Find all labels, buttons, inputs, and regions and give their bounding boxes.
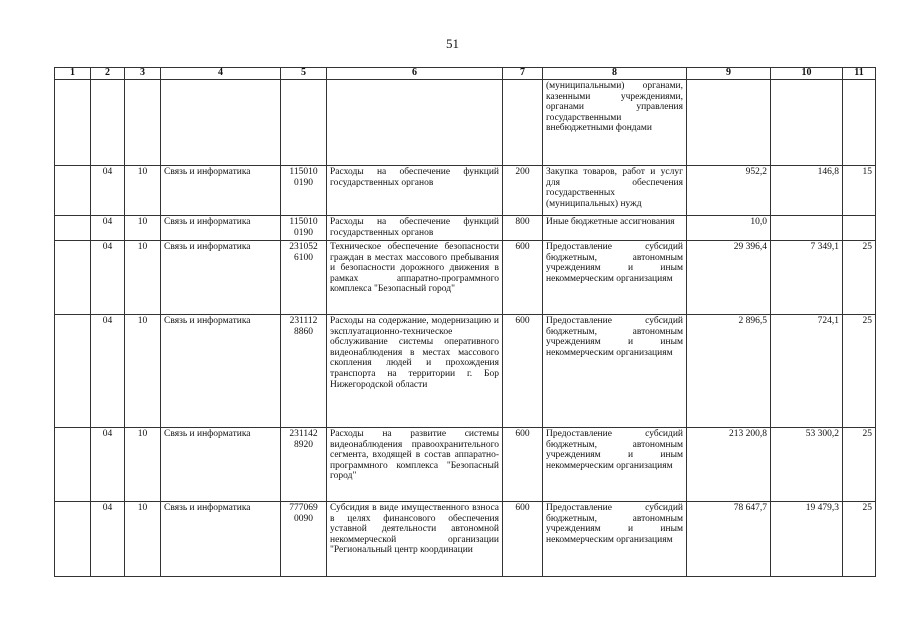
- cell-expense-type-name: Предоставление субсидий бюджетным, автономным учреждениям и иным некоммерческим организациям: [543, 241, 687, 315]
- cell-amount: 2 896,5: [687, 315, 771, 428]
- cell-expense-type-name: Предоставление субсидий бюджетным, автономным учреждениям и иным некоммерческим организациям: [543, 502, 687, 577]
- cell-target-code: [281, 80, 327, 166]
- table-row: [55, 502, 876, 577]
- table-row: [55, 80, 876, 166]
- cell-expense-type: 600: [503, 502, 543, 577]
- cell-amount: [687, 80, 771, 166]
- table-row: [55, 428, 876, 502]
- cell-subsection: 10: [125, 216, 161, 241]
- column-header: 8: [543, 68, 687, 80]
- cell-expense-type: [503, 80, 543, 166]
- cell-section-name: Связь и информатика: [161, 216, 281, 241]
- cell-expense-type: 600: [503, 241, 543, 315]
- cell-expense-type-name: Предоставление субсидий бюджетным, автономным учреждениям и иным некоммерческим организациям: [543, 315, 687, 428]
- cell-target-code: 231112 8860: [281, 315, 327, 428]
- column-header: 6: [327, 68, 503, 80]
- cell-expense-name: Расходы на развитие системы видеонаблюдения правоохранительного сегмента, входящей в состав аппаратно-программного комплекса "Безопасный город": [327, 428, 503, 502]
- column-header: 2: [91, 68, 125, 80]
- cell-amount-share: 724,1: [771, 315, 843, 428]
- cell-section: 04: [91, 428, 125, 502]
- cell-amount: 10,0: [687, 216, 771, 241]
- cell-section-name: Связь и информатика: [161, 315, 281, 428]
- table-row: [55, 216, 876, 241]
- cell-section-name: Связь и информатика: [161, 502, 281, 577]
- cell-expense-name: Расходы на содержание, модернизацию и эксплуатационно-техническое обслуживание системы оперативного видеонаблюдения в местах массового скопления людей и прохождения транспорта на территории г. Бор Нижегородской области: [327, 315, 503, 428]
- cell-col1: [55, 428, 91, 502]
- cell-section-name: Связь и информатика: [161, 166, 281, 216]
- cell-expense-type-name: Предоставление субсидий бюджетным, автономным учреждениям и иным некоммерческим организациям: [543, 428, 687, 502]
- cell-subsection: 10: [125, 428, 161, 502]
- cell-section: 04: [91, 502, 125, 577]
- column-header: 9: [687, 68, 771, 80]
- cell-percent: 25: [843, 428, 876, 502]
- cell-expense-name: Расходы на обеспечение функций государственных органов: [327, 216, 503, 241]
- cell-expense-type: 800: [503, 216, 543, 241]
- table-row: [55, 241, 876, 315]
- column-header: 11: [843, 68, 876, 80]
- cell-expense-type-name: Закупка товаров, работ и услуг для обеспечения государственных (муниципальных) нужд: [543, 166, 687, 216]
- cell-section-name: Связь и информатика: [161, 241, 281, 315]
- cell-expense-type-name: Иные бюджетные ассигнования: [543, 216, 687, 241]
- cell-subsection: 10: [125, 502, 161, 577]
- cell-section-name: [161, 80, 281, 166]
- cell-subsection: [125, 80, 161, 166]
- cell-amount-share: [771, 216, 843, 241]
- cell-amount-share: 19 479,3: [771, 502, 843, 577]
- column-header: 4: [161, 68, 281, 80]
- cell-col1: [55, 80, 91, 166]
- cell-section: [91, 80, 125, 166]
- cell-percent: 25: [843, 502, 876, 577]
- page-number: 51: [446, 36, 459, 51]
- cell-amount-share: 146,8: [771, 166, 843, 216]
- column-header: 1: [55, 68, 91, 80]
- cell-percent: [843, 80, 876, 166]
- cell-target-code: 115010 0190: [281, 166, 327, 216]
- cell-amount: 29 396,4: [687, 241, 771, 315]
- cell-percent: 15: [843, 166, 876, 216]
- cell-expense-name: Техническое обеспечение безопасности граждан в местах массового пребывания и безопасности дорожного движения в рамках аппаратно-программного комплекса "Безопасный город": [327, 241, 503, 315]
- cell-amount-share: 7 349,1: [771, 241, 843, 315]
- column-header: 7: [503, 68, 543, 80]
- cell-target-code: 115010 0190: [281, 216, 327, 241]
- cell-expense-type-name: (муниципальными) органами, казенными учреждениями, органами управления государственными внебюджетными фондами: [543, 80, 687, 166]
- header-row: [55, 68, 876, 80]
- cell-col1: [55, 502, 91, 577]
- cell-percent: 25: [843, 241, 876, 315]
- cell-section: 04: [91, 241, 125, 315]
- cell-target-code: 231142 8920: [281, 428, 327, 502]
- cell-col1: [55, 241, 91, 315]
- cell-amount: 952,2: [687, 166, 771, 216]
- cell-amount: 213 200,8: [687, 428, 771, 502]
- column-header: 10: [771, 68, 843, 80]
- cell-target-code: 231052 6100: [281, 241, 327, 315]
- cell-percent: 25: [843, 315, 876, 428]
- cell-col1: [55, 315, 91, 428]
- cell-expense-name: Субсидия в виде имущественного взноса в целях финансового обеспечения уставной деятельности автономной некоммерческой организации "Региональный центр координации: [327, 502, 503, 577]
- column-header: 3: [125, 68, 161, 80]
- cell-subsection: 10: [125, 241, 161, 315]
- table-row: [55, 166, 876, 216]
- cell-section: 04: [91, 315, 125, 428]
- cell-section: 04: [91, 216, 125, 241]
- budget-table: [54, 67, 876, 577]
- cell-col1: [55, 216, 91, 241]
- cell-section-name: Связь и информатика: [161, 428, 281, 502]
- cell-subsection: 10: [125, 166, 161, 216]
- cell-subsection: 10: [125, 315, 161, 428]
- cell-section: 04: [91, 166, 125, 216]
- cell-col1: [55, 166, 91, 216]
- cell-amount-share: 53 300,2: [771, 428, 843, 502]
- cell-amount-share: [771, 80, 843, 166]
- cell-percent: [843, 216, 876, 241]
- cell-target-code: 777069 0090: [281, 502, 327, 577]
- cell-expense-type: 600: [503, 428, 543, 502]
- cell-expense-name: [327, 80, 503, 166]
- cell-expense-name: Расходы на обеспечение функций государственных органов: [327, 166, 503, 216]
- column-header: 5: [281, 68, 327, 80]
- cell-amount: 78 647,7: [687, 502, 771, 577]
- cell-expense-type: 200: [503, 166, 543, 216]
- cell-expense-type: 600: [503, 315, 543, 428]
- table-row: [55, 315, 876, 428]
